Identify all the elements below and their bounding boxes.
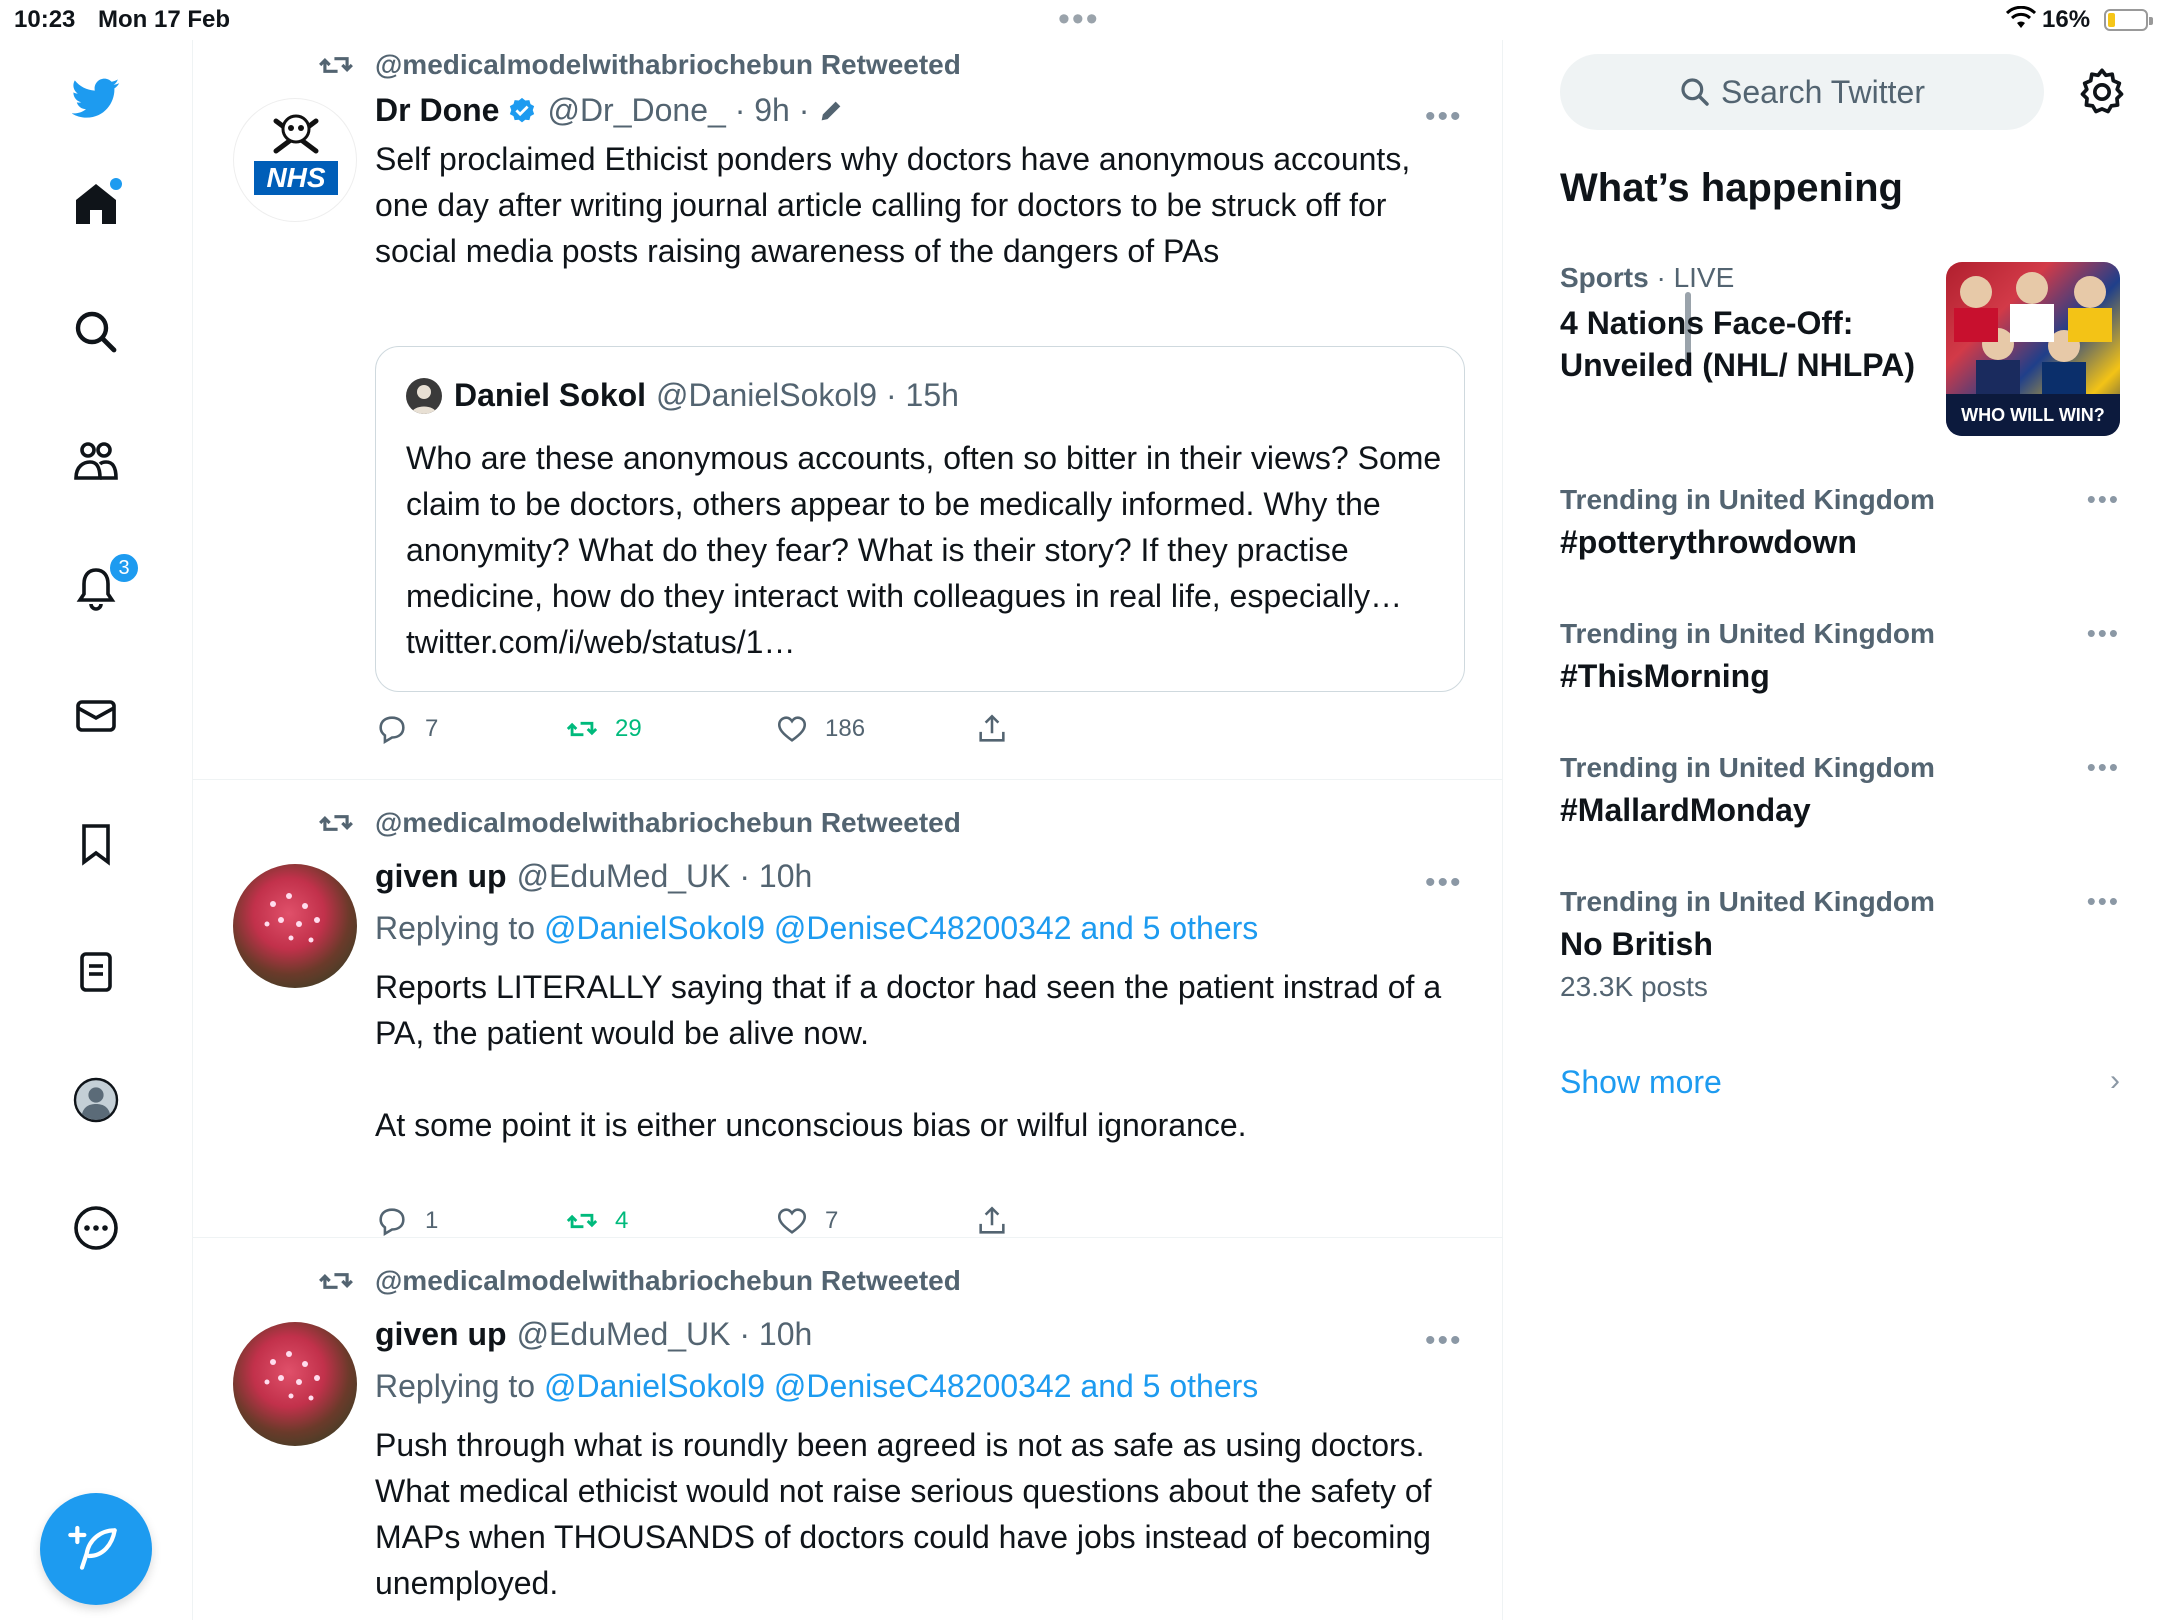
retweet-icon	[565, 1204, 599, 1238]
mushroom-photo-icon	[233, 1322, 357, 1446]
retweet-icon	[565, 712, 599, 746]
settings-button[interactable]	[2076, 66, 2128, 118]
nav-more[interactable]	[62, 1194, 130, 1262]
featured-context	[1560, 262, 1920, 294]
reply-icon	[375, 1204, 409, 1238]
trend-item[interactable]	[1560, 618, 2130, 695]
tweet[interactable]	[193, 1238, 1503, 1620]
featured-title: 4 Nations Face-Off: Unveiled (NHL/ NHLPA)	[1560, 305, 1915, 383]
trend-more-icon[interactable]: •••	[2086, 484, 2120, 514]
heart-icon	[775, 712, 809, 746]
like-button[interactable]	[775, 712, 865, 746]
communities-icon	[72, 436, 120, 484]
tweet[interactable]	[193, 40, 1503, 780]
avatar[interactable]	[233, 1322, 357, 1446]
trend-title: #MallardMonday	[1560, 792, 1811, 828]
tweet[interactable]	[193, 780, 1503, 1238]
retweeted-by-row	[317, 804, 961, 842]
reply-count: 1	[425, 1207, 439, 1234]
status-bar	[0, 0, 2160, 40]
handle-and-time[interactable]: @EduMed_UK · 10h	[516, 858, 813, 894]
replying-to	[375, 1368, 1258, 1405]
display-name[interactable]: given up	[375, 858, 507, 894]
retweeted-by-row	[317, 1262, 961, 1300]
retweet-icon	[317, 804, 355, 842]
like-count: 7	[825, 1207, 839, 1234]
retweeted-by-text[interactable]: @medicalmodelwithabriochebun Retweeted	[375, 807, 961, 838]
retweet-icon	[317, 1262, 355, 1300]
right-sidebar	[1504, 40, 2160, 1620]
trend-post-count: 23.3K posts	[1560, 971, 1708, 1002]
nav-explore[interactable]	[62, 298, 130, 366]
twitter-logo-icon[interactable]	[62, 64, 130, 132]
trend-more-icon[interactable]: •••	[2086, 618, 2120, 648]
nav-communities[interactable]	[62, 426, 130, 494]
handle-and-time[interactable]: @EduMed_UK · 10h	[516, 1316, 813, 1352]
tweet-text: Reports LITERALLY saying that if a doctor had seen the patient instrad of a PA, the patient would be alive now. At some point it is either unconscious bias or wilful ignorance.	[375, 969, 1442, 1143]
bookmark-icon	[72, 820, 120, 868]
trend-title: #potterythrowdown	[1560, 524, 1857, 560]
edited-pencil-icon[interactable]	[817, 97, 845, 125]
quoted-link[interactable]: twitter.com/i/web/status/1…	[406, 624, 796, 660]
more-options-icon[interactable]: •••	[1425, 1324, 1463, 1357]
trend-more-icon[interactable]: •••	[2086, 886, 2120, 916]
featured-live: · LIVE	[1648, 262, 1735, 293]
like-count: 186	[825, 715, 866, 742]
replying-to-label: Replying to	[375, 1368, 536, 1404]
trend-title: No British	[1560, 926, 1713, 962]
quoted-tweet[interactable]	[375, 346, 1465, 692]
like-button[interactable]	[775, 1204, 838, 1238]
trend-item[interactable]	[1560, 484, 2130, 561]
nav-profile[interactable]	[62, 1066, 130, 1134]
featured-image[interactable]	[1946, 262, 2120, 436]
trend-item[interactable]	[1560, 886, 2130, 1003]
tweet-header	[375, 1316, 812, 1353]
whats-happening-heading: What’s happening	[1560, 166, 1903, 210]
more-options-icon[interactable]: •••	[1425, 100, 1463, 133]
reply-button[interactable]	[375, 1204, 438, 1238]
battery-icon	[2104, 9, 2148, 31]
trend-context: Trending in United Kingdom	[1560, 886, 1935, 917]
left-navigation	[0, 40, 193, 1620]
chevron-right-icon: ›	[2110, 1064, 2120, 1097]
reply-button[interactable]	[375, 712, 438, 746]
replying-to-links[interactable]: @DanielSokol9 @DeniseC48200342 and 5 others	[543, 1368, 1259, 1404]
quoted-handle-and-time: @DanielSokol9 · 15h	[656, 377, 959, 413]
avatar-logo-text: NHS	[266, 162, 326, 193]
share-icon	[975, 712, 1009, 746]
trend-more-icon[interactable]: •••	[2086, 752, 2120, 782]
mushroom-photo-icon	[233, 864, 357, 988]
reply-icon	[375, 712, 409, 746]
retweeted-by-text[interactable]: @medicalmodelwithabriochebun Retweeted	[375, 49, 961, 80]
handle-and-time[interactable]: @Dr_Done_ · 9h ·	[547, 92, 810, 128]
replying-to-label: Replying to	[375, 910, 536, 946]
retweet-count: 4	[615, 1207, 629, 1234]
display-name[interactable]: given up	[375, 1316, 507, 1352]
search-input[interactable]	[1560, 54, 2044, 130]
gear-icon	[2076, 66, 2128, 118]
retweet-icon	[317, 46, 355, 84]
new-content-dot	[110, 178, 122, 190]
tweet-header	[375, 92, 845, 129]
share-button[interactable]	[975, 1204, 1025, 1238]
show-more-label: Show more	[1560, 1064, 1722, 1100]
avatar[interactable]	[233, 864, 357, 988]
retweet-button[interactable]	[565, 1204, 628, 1238]
trend-context: Trending in United Kingdom	[1560, 752, 1935, 783]
status-date: Mon 17 Feb	[98, 6, 231, 33]
tweet-actions	[375, 712, 1075, 752]
reply-count: 7	[425, 715, 439, 742]
replying-to-links[interactable]: @DanielSokol9 @DeniseC48200342 and 5 others	[543, 910, 1259, 946]
quoted-tweet-header	[406, 377, 959, 414]
featured-image-caption: WHO WILL WIN?	[1946, 394, 2120, 436]
nav-lists[interactable]	[62, 938, 130, 1006]
quoted-text-body: Who are these anonymous accounts, often so bitter in their views? Some claim to be doctors, others appear to be medically informed. Why the anonymity? What do they fear? What is their story? If they practise medicine, how do they interact with colleagues in real life, especially…	[406, 440, 1442, 614]
search-icon	[72, 308, 120, 356]
status-time: 10:23	[14, 6, 76, 33]
notification-badge: 3	[108, 552, 140, 584]
nav-notifications[interactable]	[62, 554, 130, 622]
trend-context: Trending in United Kingdom	[1560, 618, 1935, 649]
retweet-button[interactable]	[565, 712, 642, 746]
nav-bookmarks[interactable]	[62, 810, 130, 878]
featured-trend-text	[1560, 262, 1920, 386]
heart-icon	[775, 1204, 809, 1238]
battery-percent: 16%	[2042, 6, 2091, 33]
quoted-display-name: Daniel Sokol	[454, 377, 647, 413]
trend-context: Trending in United Kingdom	[1560, 484, 1935, 515]
compose-tweet-button[interactable]	[40, 1493, 152, 1605]
tweet-header	[375, 858, 812, 895]
display-name[interactable]: Dr Done	[375, 92, 500, 128]
more-options-icon[interactable]: •••	[1425, 866, 1463, 899]
trend-item[interactable]	[1560, 752, 2130, 829]
tweet-text: Push through what is roundly been agreed is not as safe as using doctors. What medical ethicist would not raise serious questions about the safety of MAPs when THOUSANDS of doctors could have jobs instead of becoming unemployed.	[375, 1427, 1441, 1601]
retweeted-by-text[interactable]: @medicalmodelwithabriochebun Retweeted	[375, 1265, 961, 1296]
verified-badge-icon	[507, 96, 537, 126]
timeline[interactable]	[193, 40, 1503, 1620]
retweet-count: 29	[615, 715, 642, 742]
featured-trend[interactable]	[1560, 262, 2130, 442]
quoted-avatar	[406, 378, 442, 414]
compose-feather-icon	[68, 1521, 124, 1577]
replying-to	[375, 910, 1258, 947]
nav-messages[interactable]	[62, 682, 130, 750]
search-placeholder: Search Twitter	[1721, 73, 1925, 110]
lists-icon	[72, 948, 120, 996]
multitask-dots[interactable]: •••	[1058, 0, 1100, 38]
wifi-icon	[2006, 6, 2036, 37]
profile-avatar-icon	[72, 1076, 120, 1124]
quoted-tweet-text	[406, 435, 1446, 665]
mail-icon	[72, 692, 120, 740]
featured-category: Sports	[1560, 262, 1649, 293]
show-more-link[interactable]	[1560, 1064, 2130, 1101]
trend-title: #ThisMorning	[1560, 658, 1770, 694]
share-button[interactable]	[975, 712, 1025, 746]
hockey-players-image	[1946, 262, 2120, 394]
more-circle-icon	[72, 1204, 120, 1252]
nav-home[interactable]	[62, 170, 130, 238]
share-icon	[975, 1204, 1009, 1238]
tweet-text: Self proclaimed Ethicist ponders why doctors have anonymous accounts, one day after writing journal article calling for doctors to be struck off for social media posts raising awareness of the dangers of PAs	[375, 141, 1420, 269]
retweeted-by-row	[317, 46, 961, 84]
search-icon	[1679, 76, 1711, 108]
avatar[interactable]	[233, 98, 357, 222]
